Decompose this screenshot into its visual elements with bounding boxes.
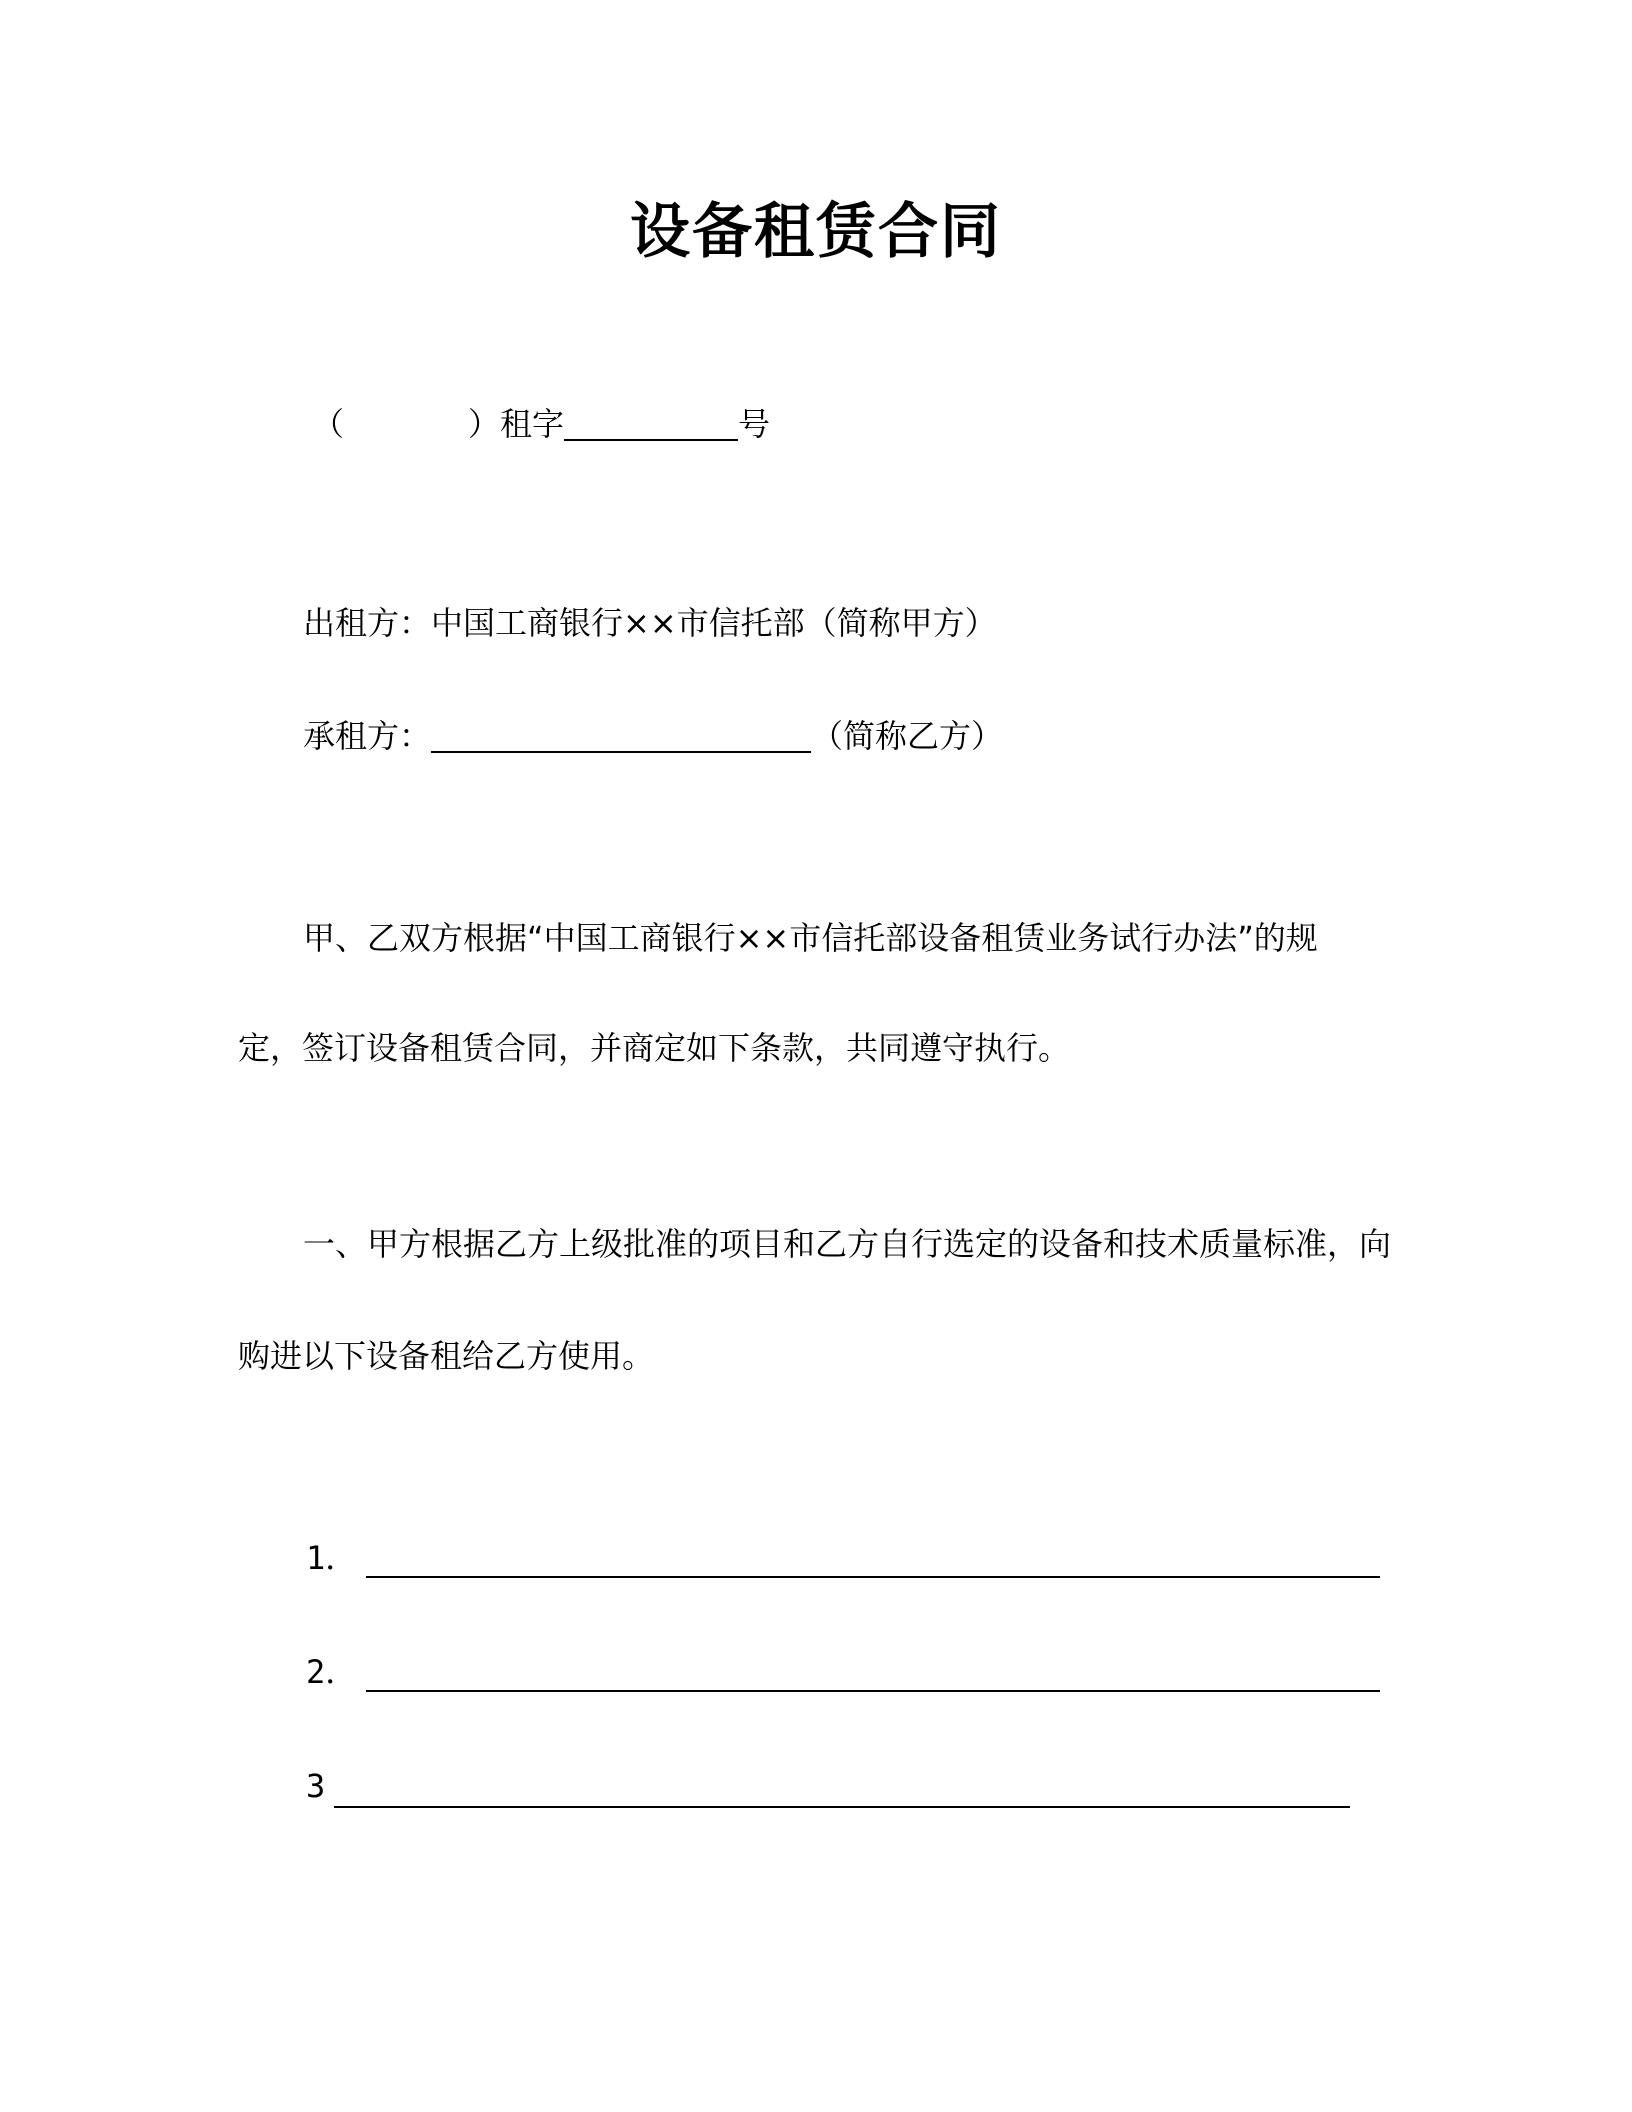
item-1-blank[interactable] (366, 1576, 1380, 1578)
preamble-line-1: 甲、乙双方根据“中国工商银行××市信托部设备租赁业务试行办法”的规 (303, 919, 1318, 957)
item-3-number: 3 (306, 1767, 326, 1805)
clause-1-line-2: 购进以下设备租给乙方使用。 (238, 1337, 655, 1375)
clause-1-line-1: 一、甲方根据乙方上级批准的项目和乙方自行选定的设备和技术质量标准，向 (303, 1225, 1392, 1263)
contract-number-label: ）租字 (468, 405, 565, 443)
lessee-suffix: （简称乙方） (811, 717, 1004, 755)
preamble-line-2: 定，签订设备租赁合同，并商定如下条款，共同遵守执行。 (238, 1029, 1071, 1067)
contract-number-line (312, 402, 770, 446)
contract-number-open-paren: （ (312, 405, 345, 443)
contract-number-blank[interactable] (564, 403, 738, 441)
item-3-blank[interactable] (334, 1806, 1350, 1808)
item-1-number: 1． (306, 1539, 358, 1577)
contract-number-suffix: 号 (738, 405, 771, 443)
item-2-number: 2． (306, 1653, 358, 1691)
lessor-label: 出租方： (303, 604, 432, 642)
lessor-line (303, 601, 997, 645)
lessee-name-blank[interactable] (431, 715, 811, 753)
document-title: 设备租赁合同 (630, 197, 1002, 267)
item-2-blank[interactable] (366, 1690, 1380, 1692)
lessee-label: 承租方： (303, 717, 432, 755)
lessor-value: 中国工商银行××市信托部（简称甲方） (431, 604, 997, 642)
lessee-line (303, 714, 1003, 758)
